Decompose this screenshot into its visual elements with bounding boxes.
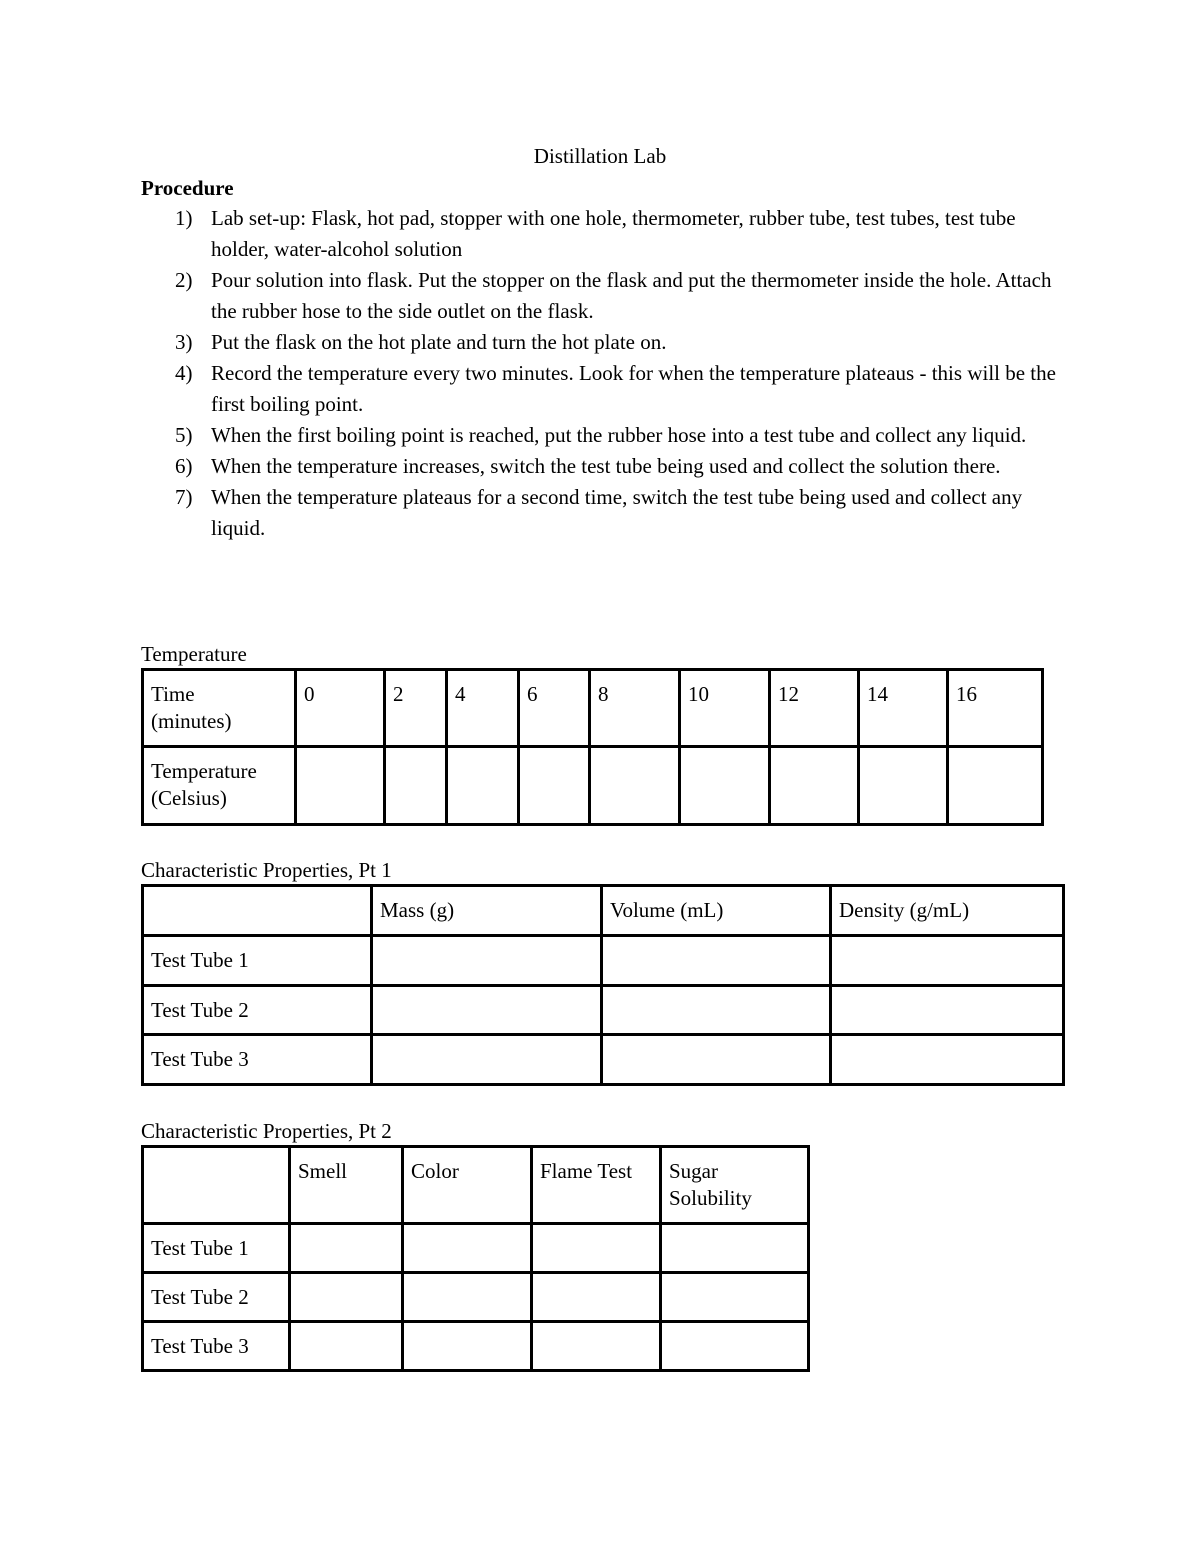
entry-cell[interactable] bbox=[831, 936, 1064, 986]
procedure-step bbox=[0, 327, 1200, 358]
color-header: Color bbox=[403, 1147, 532, 1224]
entry-cell[interactable] bbox=[403, 1322, 532, 1371]
entry-cell[interactable] bbox=[602, 986, 831, 1035]
table-row bbox=[143, 1273, 809, 1322]
time-unit-label: (minutes) bbox=[151, 709, 232, 733]
step-number: 2) bbox=[175, 268, 193, 292]
step-text: Record the temperature every two minutes. Look for when the temperature plateaus - this will be the first boiling point. bbox=[211, 361, 1056, 416]
temperature-table bbox=[141, 668, 1044, 826]
time-value-cell: 8 bbox=[590, 670, 680, 747]
row-label: Test Tube 2 bbox=[143, 986, 372, 1035]
time-value-cell: 16 bbox=[948, 670, 1043, 747]
time-label: Time bbox=[151, 682, 195, 706]
page-title: Distillation Lab bbox=[533, 144, 667, 168]
entry-cell[interactable] bbox=[831, 1035, 1064, 1085]
time-header-cell bbox=[143, 670, 296, 747]
temperature-entry-cell[interactable] bbox=[590, 747, 680, 825]
time-value-cell: 2 bbox=[385, 670, 447, 747]
time-value-cell: 12 bbox=[770, 670, 859, 747]
temperature-entry-cell[interactable] bbox=[519, 747, 590, 825]
table-row bbox=[143, 1322, 809, 1371]
table-row bbox=[143, 1224, 809, 1273]
procedure-step bbox=[0, 482, 1200, 544]
properties-pt1-caption: Characteristic Properties, Pt 1 bbox=[141, 858, 392, 882]
header-row bbox=[143, 1147, 809, 1224]
sugar-solubility-header: Sugar Solubility bbox=[661, 1147, 809, 1224]
time-value-cell: 6 bbox=[519, 670, 590, 747]
time-value-cell: 14 bbox=[859, 670, 948, 747]
table-row bbox=[143, 986, 1064, 1035]
flame-test-header: Flame Test bbox=[532, 1147, 661, 1224]
temperature-header-cell bbox=[143, 747, 296, 825]
time-row bbox=[143, 670, 1043, 747]
time-value-cell: 10 bbox=[680, 670, 770, 747]
step-number: 1) bbox=[175, 206, 193, 230]
step-text: When the temperature increases, switch the test tube being used and collect the solution there. bbox=[211, 454, 1001, 478]
entry-cell[interactable] bbox=[661, 1224, 809, 1273]
entry-cell[interactable] bbox=[372, 986, 602, 1035]
row-label: Test Tube 1 bbox=[143, 1224, 290, 1273]
entry-cell[interactable] bbox=[661, 1322, 809, 1371]
entry-cell[interactable] bbox=[532, 1322, 661, 1371]
procedure-step bbox=[0, 420, 1200, 451]
temperature-entry-cell[interactable] bbox=[859, 747, 948, 825]
smell-header: Smell bbox=[290, 1147, 403, 1224]
entry-cell[interactable] bbox=[290, 1273, 403, 1322]
procedure-step bbox=[0, 451, 1200, 482]
step-number: 5) bbox=[175, 423, 193, 447]
row-label: Test Tube 3 bbox=[143, 1322, 290, 1371]
step-text: Pour solution into flask. Put the stopper on the flask and put the thermometer inside the hole. Attach the rubber hose to the side outlet on the flask. bbox=[211, 268, 1052, 323]
properties-pt1-table bbox=[141, 884, 1065, 1086]
entry-cell[interactable] bbox=[532, 1224, 661, 1273]
step-text: Put the flask on the hot plate and turn the hot plate on. bbox=[211, 330, 667, 354]
temperature-entry-cell[interactable] bbox=[680, 747, 770, 825]
properties-pt2-table bbox=[141, 1145, 810, 1372]
step-number: 6) bbox=[175, 454, 193, 478]
volume-header: Volume (mL) bbox=[602, 886, 831, 936]
row-label: Test Tube 1 bbox=[143, 936, 372, 986]
density-header: Density (g/mL) bbox=[831, 886, 1064, 936]
row-label: Test Tube 2 bbox=[143, 1273, 290, 1322]
step-number: 3) bbox=[175, 330, 193, 354]
entry-cell[interactable] bbox=[372, 936, 602, 986]
step-text: When the temperature plateaus for a second time, switch the test tube being used and collect any liquid. bbox=[211, 485, 1023, 540]
table-row bbox=[143, 936, 1064, 986]
temperature-row bbox=[143, 747, 1043, 825]
properties-pt2-caption: Characteristic Properties, Pt 2 bbox=[141, 1119, 392, 1143]
header-row bbox=[143, 886, 1064, 936]
procedure-steps bbox=[0, 203, 1200, 544]
header-cell bbox=[143, 886, 372, 936]
temperature-label: Temperature bbox=[151, 759, 257, 783]
table-row bbox=[143, 1035, 1064, 1085]
entry-cell[interactable] bbox=[372, 1035, 602, 1085]
entry-cell[interactable] bbox=[290, 1322, 403, 1371]
row-label: Test Tube 3 bbox=[143, 1035, 372, 1085]
time-value-cell: 0 bbox=[296, 670, 385, 747]
temperature-entry-cell[interactable] bbox=[447, 747, 519, 825]
step-number: 7) bbox=[175, 485, 193, 509]
temperature-entry-cell[interactable] bbox=[385, 747, 447, 825]
procedure-step bbox=[0, 203, 1200, 265]
entry-cell[interactable] bbox=[403, 1224, 532, 1273]
entry-cell[interactable] bbox=[403, 1273, 532, 1322]
procedure-step bbox=[0, 265, 1200, 327]
entry-cell[interactable] bbox=[661, 1273, 809, 1322]
step-number: 4) bbox=[175, 361, 193, 385]
procedure-heading: Procedure bbox=[141, 176, 234, 200]
entry-cell[interactable] bbox=[602, 1035, 831, 1085]
time-value-cell: 4 bbox=[447, 670, 519, 747]
mass-header: Mass (g) bbox=[372, 886, 602, 936]
entry-cell[interactable] bbox=[532, 1273, 661, 1322]
entry-cell[interactable] bbox=[831, 986, 1064, 1035]
step-text: When the first boiling point is reached, put the rubber hose into a test tube and collect any liquid. bbox=[211, 423, 1027, 447]
temperature-table-caption: Temperature bbox=[141, 642, 247, 666]
entry-cell[interactable] bbox=[290, 1224, 403, 1273]
step-text: Lab set-up: Flask, hot pad, stopper with one hole, thermometer, rubber tube, test tubes, test tube holder, water-alcohol solution bbox=[211, 206, 1016, 261]
header-cell bbox=[143, 1147, 290, 1224]
entry-cell[interactable] bbox=[602, 936, 831, 986]
temperature-entry-cell[interactable] bbox=[296, 747, 385, 825]
temperature-entry-cell[interactable] bbox=[948, 747, 1043, 825]
procedure-step bbox=[0, 358, 1200, 420]
temperature-unit-label: (Celsius) bbox=[151, 786, 227, 810]
temperature-entry-cell[interactable] bbox=[770, 747, 859, 825]
